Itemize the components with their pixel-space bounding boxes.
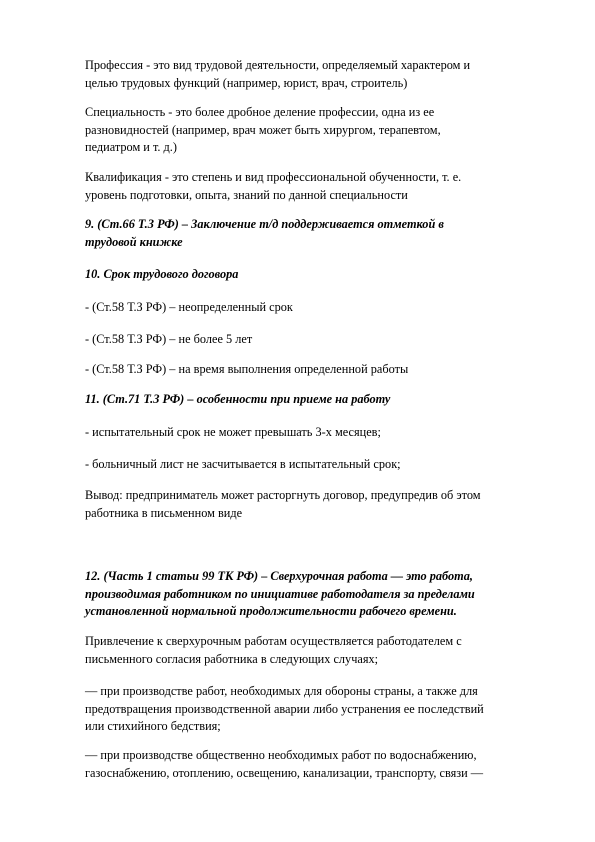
text-line: разновидностей (например, врач может быть хирургом, терапевтом, <box>85 122 441 137</box>
text-line: педиатром и т. д.) <box>85 140 177 154</box>
text-line: Вывод: предприниматель может расторгнуть договор, предупредив об этом <box>85 488 481 502</box>
text-line: — при производстве работ, необходимых для обороны страны, а также для <box>85 684 478 698</box>
text-line: Квалификация - это степень и вид профессиональной обученности, т. е. <box>85 170 462 184</box>
overtime-case-2 <box>85 747 530 782</box>
text-line: Привлечение к сверхурочным работам осуществляется работодателем с <box>85 634 462 648</box>
text-line: установленной нормальной продолжительности рабочего времени. <box>85 604 457 618</box>
term-item-3 <box>85 361 530 379</box>
article-ref: - (Ст.58 Т.З РФ) <box>85 362 167 376</box>
text-line: работника в письменном виде <box>85 505 243 520</box>
profession-definition <box>85 57 530 92</box>
text-line: письменного согласия работника в следующих случаях; <box>85 651 379 666</box>
speciality-definition <box>85 104 530 157</box>
text-line: уровень подготовки, опыта, знаний по данной специальности <box>85 187 408 202</box>
item-12-heading <box>85 568 530 621</box>
overtime-case-1 <box>85 683 530 736</box>
text-line: трудовой книжке <box>85 234 183 249</box>
probation-item-2: - больничный лист не засчитывается в испытательный срок; <box>85 457 401 471</box>
text-line: целью трудовых функций (например, юрист, врач, строитель) <box>85 75 408 90</box>
term-text: – не более 5 лет <box>166 332 253 346</box>
text-line: или стихийного бедствия; <box>85 719 221 733</box>
conclusion-paragraph <box>85 487 530 522</box>
item-9-heading <box>85 216 530 251</box>
term-item-2 <box>85 331 530 349</box>
text-line: — при производстве общественно необходимых работ по водоснабжению, <box>85 748 477 762</box>
term-item-1 <box>85 299 530 317</box>
text-line: 12. (Часть 1 статьи 99 ТК РФ) – Сверхурочная работа — это работа, <box>85 569 473 583</box>
text-line: производимая работником по инициативе работодателя за пределами <box>85 586 475 601</box>
qualification-definition <box>85 169 530 204</box>
term-text: – на время выполнения определенной работы <box>166 362 409 376</box>
item-11-heading: 11. (Ст.71 Т.З РФ) – особенности при приеме на работу <box>85 392 391 406</box>
item-10-heading: 10. Срок трудового договора <box>85 267 239 281</box>
term-text: – неопределенный срок <box>166 300 293 314</box>
text-line: 9. (Ст.66 Т.З РФ) – Заключение т/д поддерживается отметкой в <box>85 217 444 231</box>
text-line: Специальность - это более дробное деление профессии, одна из ее <box>85 105 435 119</box>
overtime-paragraph <box>85 633 530 668</box>
text-line: предотвращения производственной аварии либо устранения ее последствий <box>85 701 484 716</box>
text-line: Профессия - это вид трудовой деятельности, определяемый характером и <box>85 58 471 72</box>
article-ref: - (Ст.58 Т.З РФ) <box>85 300 167 314</box>
text-line: газоснабжению, отоплению, освещению, канализации, транспорту, связи — <box>85 765 484 780</box>
article-ref: - (Ст.58 Т.З РФ) <box>85 332 167 346</box>
probation-item-1: - испытательный срок не может превышать 3-х месяцев; <box>85 425 381 439</box>
